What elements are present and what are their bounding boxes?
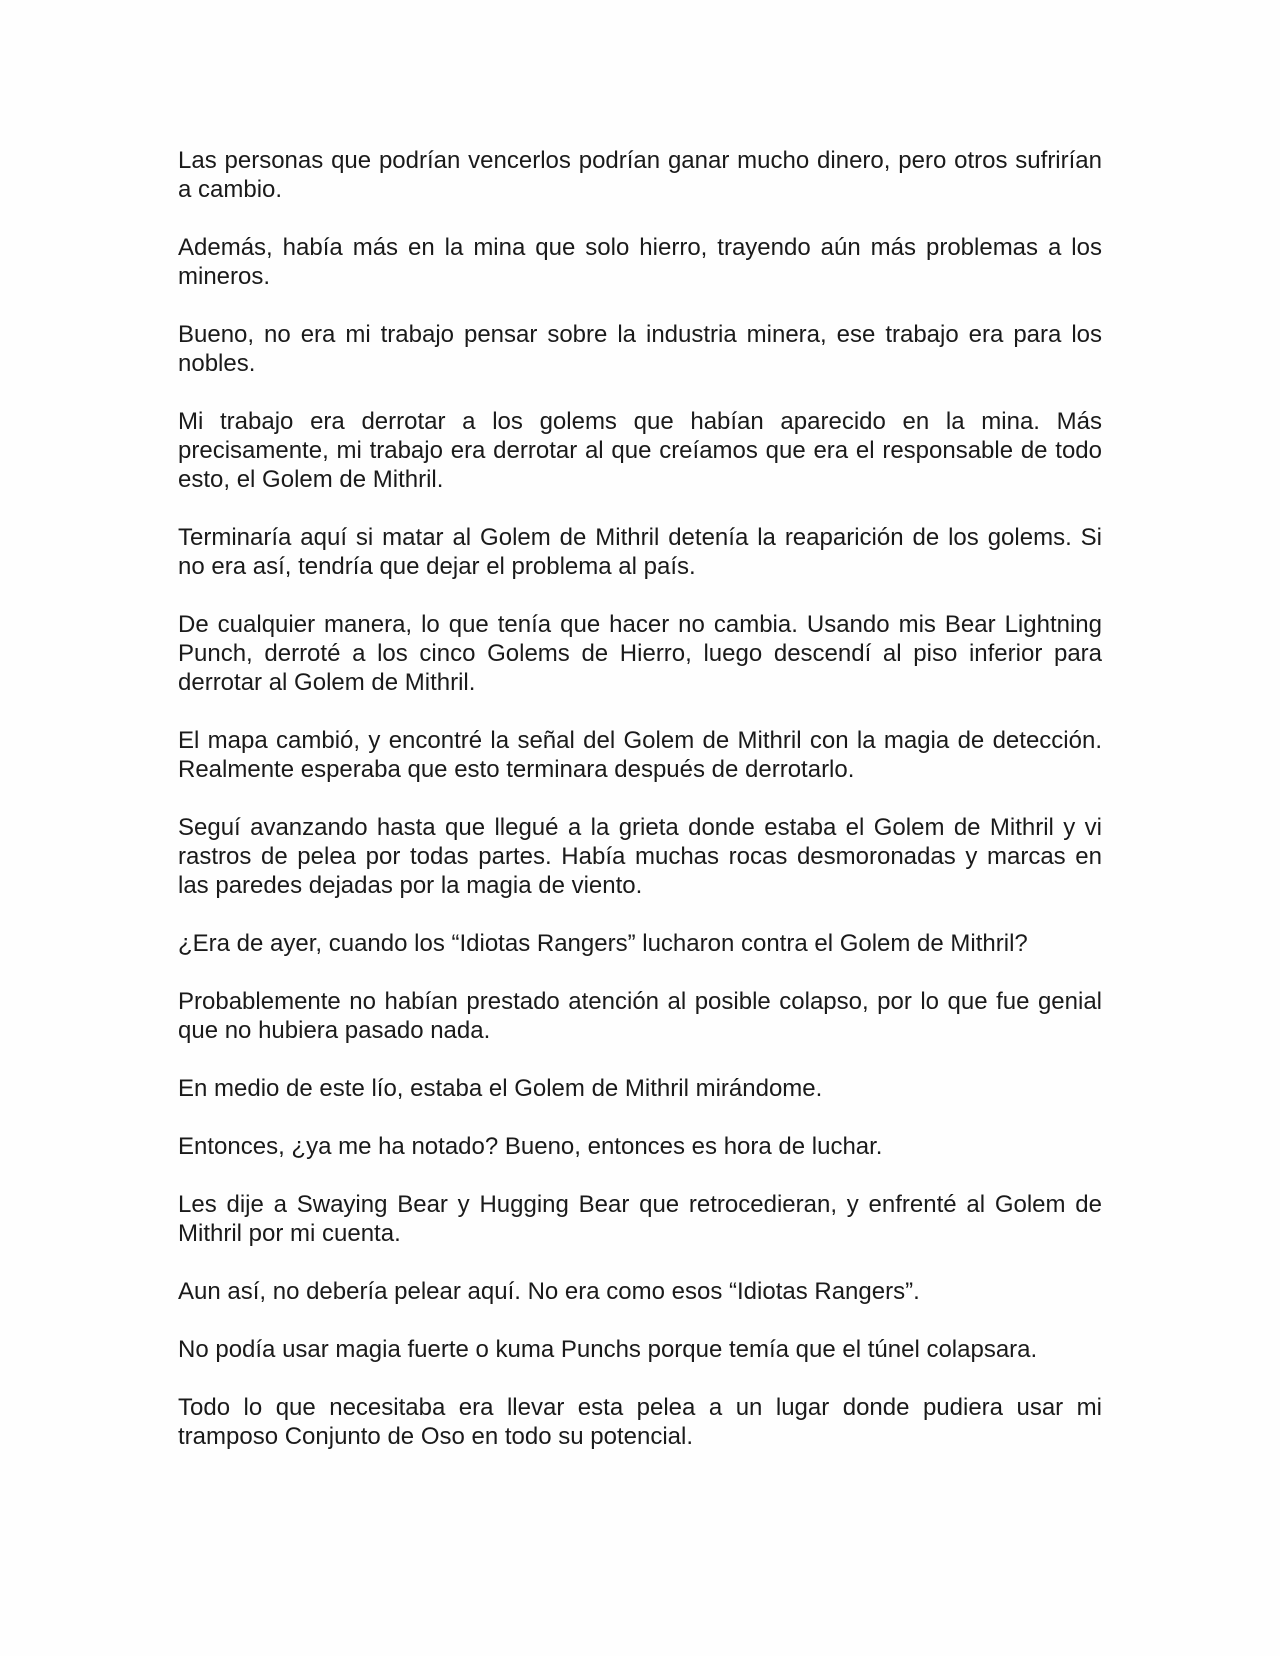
paragraph-4: Mi trabajo era derrotar a los golems que habían aparecido en la mina. Más precisamente, mi trabajo era derrotar al que creíamos que era el responsable de todo esto, el Golem de Mithril.	[178, 408, 1102, 493]
paragraph-5: Terminaría aquí si matar al Golem de Mithril detenía la reaparición de los golems. Si no era así, tendría que dejar el problema al país.	[178, 524, 1102, 580]
paragraph-8: Seguí avanzando hasta que llegué a la grieta donde estaba el Golem de Mithril y vi rastros de pelea por todas partes. Había muchas rocas desmoronadas y marcas en las paredes dejadas por la magia de viento.	[178, 814, 1102, 899]
paragraph-6: De cualquier manera, lo que tenía que hacer no cambia. Usando mis Bear Lightning Punch, derroté a los cinco Golems de Hierro, luego descendí al piso inferior para derrotar al Golem de Mithril.	[178, 611, 1102, 696]
paragraph-15: No podía usar magia fuerte o kuma Punchs porque temía que el túnel colapsara.	[178, 1336, 1038, 1363]
paragraph-9: ¿Era de ayer, cuando los “Idiotas Rangers” lucharon contra el Golem de Mithril?	[178, 930, 1028, 957]
paragraph-10: Probablemente no habían prestado atención al posible colapso, por lo que fue genial que no hubiera pasado nada.	[178, 988, 1102, 1044]
paragraph-7: El mapa cambió, y encontré la señal del Golem de Mithril con la magia de detección. Realmente esperaba que esto terminara después de derrotarlo.	[178, 727, 1102, 783]
paragraph-11: En medio de este lío, estaba el Golem de Mithril mirándome.	[178, 1075, 823, 1102]
paragraph-16: Todo lo que necesitaba era llevar esta pelea a un lugar donde pudiera usar mi tramposo Conjunto de Oso en todo su potencial.	[178, 1394, 1102, 1450]
paragraph-14: Aun así, no debería pelear aquí. No era como esos “Idiotas Rangers”.	[178, 1278, 920, 1305]
paragraph-13: Les dije a Swaying Bear y Hugging Bear que retrocedieran, y enfrenté al Golem de Mithril por mi cuenta.	[178, 1191, 1102, 1247]
paragraph-12: Entonces, ¿ya me ha notado? Bueno, entonces es hora de luchar.	[178, 1133, 883, 1160]
paragraph-3: Bueno, no era mi trabajo pensar sobre la industria minera, ese trabajo era para los nobles.	[178, 321, 1102, 377]
document-body	[178, 146, 1102, 1480]
paragraph-2: Además, había más en la mina que solo hierro, trayendo aún más problemas a los mineros.	[178, 234, 1102, 290]
paragraph-1: Las personas que podrían vencerlos podrían ganar mucho dinero, pero otros sufrirían a cambio.	[178, 147, 1102, 203]
